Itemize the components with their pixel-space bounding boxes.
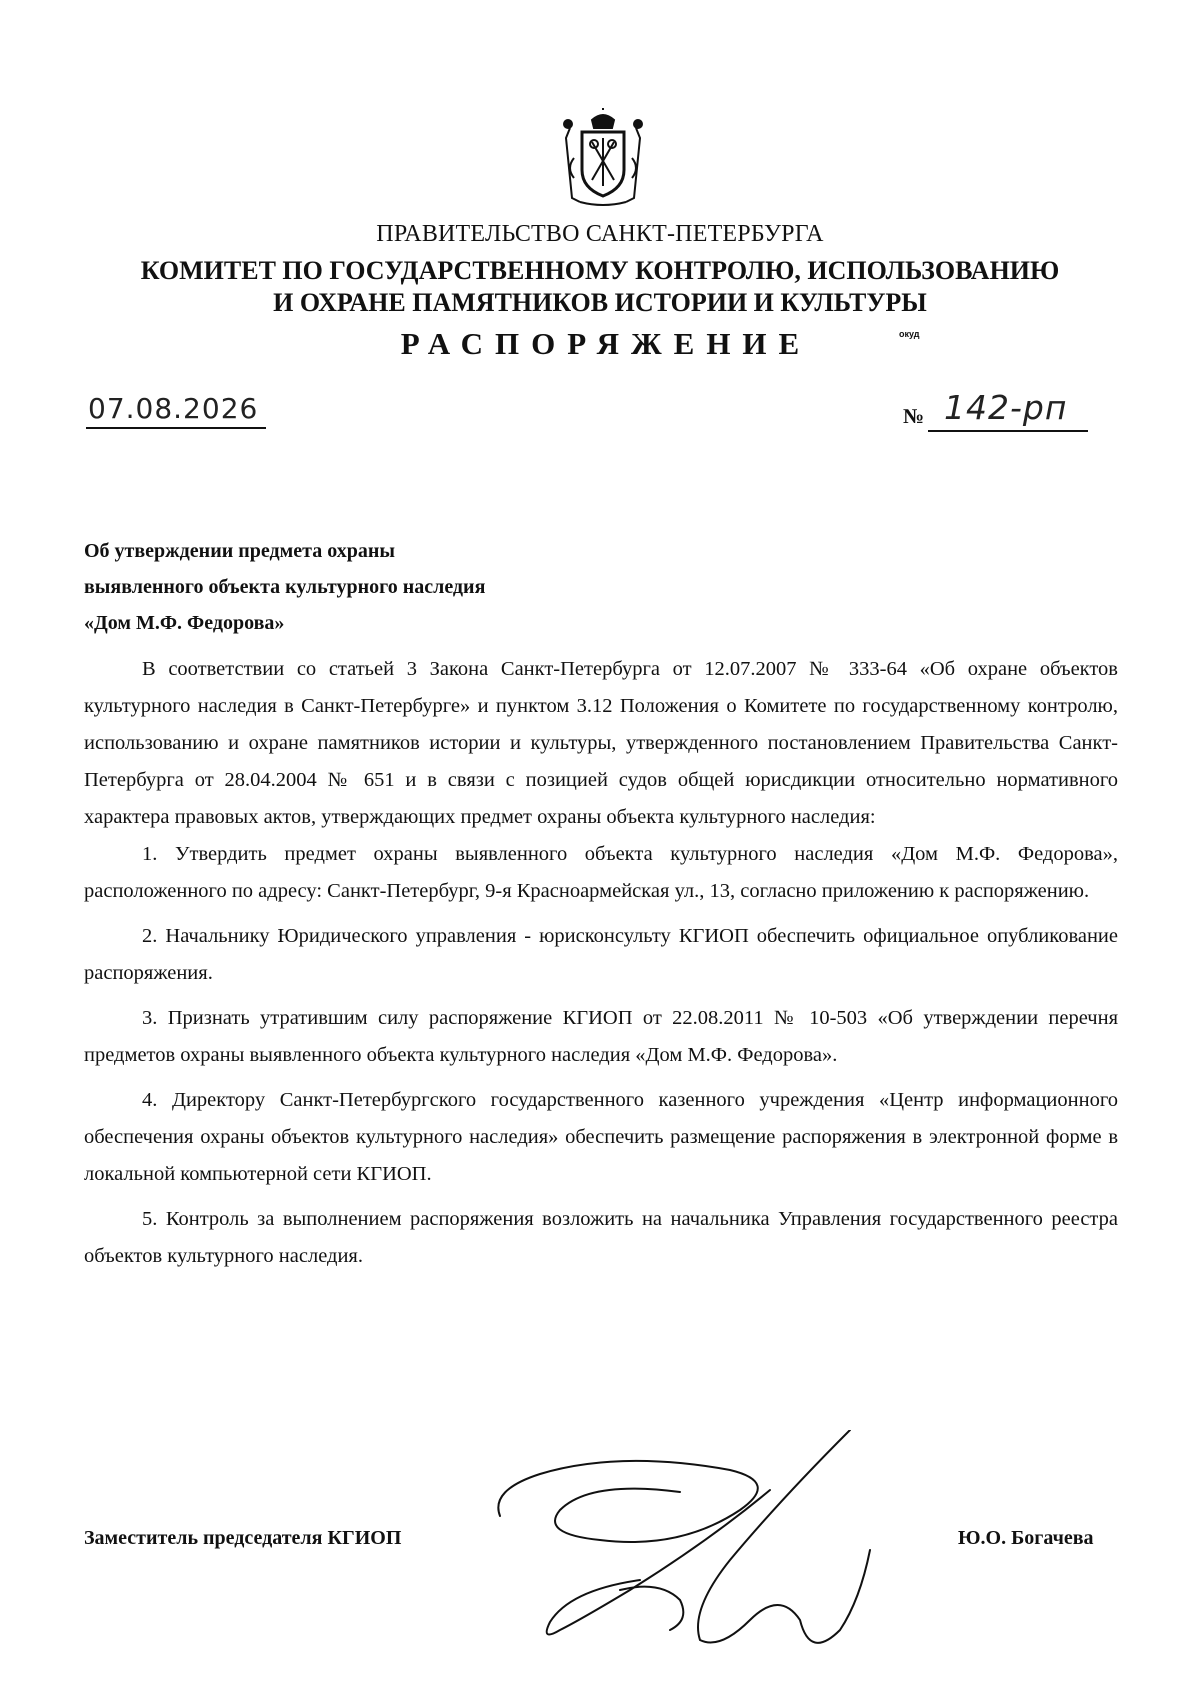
signatory-name: Ю.О. Богачева bbox=[958, 1527, 1094, 1549]
committee-name bbox=[0, 255, 1200, 319]
order-item-2: 2. Начальнику Юридического управления - юрисконсульту КГИОП обеспечить официальное опубликование распоряжения. bbox=[84, 925, 1118, 984]
document-subject bbox=[84, 533, 485, 641]
subject-line2: выявленного объекта культурного наследия bbox=[84, 576, 486, 598]
order-item-1: 1. Утвердить предмет охраны выявленного объекта культурного наследия «Дом М.Ф. Федорова», расположенного по адресу: Санкт-Петербург, 9-я Красноармейская ул., 13, согласно приложению к распоряжению. bbox=[84, 843, 1118, 902]
committee-name-line1: КОМИТЕТ ПО ГОСУДАРСТВЕННОМУ КОНТРОЛЮ, ИСПОЛЬЗОВАНИЮ bbox=[140, 256, 1060, 285]
coat-of-arms-icon bbox=[560, 108, 646, 208]
okud-label: окуд bbox=[899, 329, 920, 339]
subject-line3: «Дом М.Ф. Федорова» bbox=[84, 612, 285, 634]
signatory-title: Заместитель председателя КГИОП bbox=[84, 1527, 402, 1549]
date-underline bbox=[86, 427, 266, 429]
committee-name-line2: И ОХРАНЕ ПАМЯТНИКОВ ИСТОРИИ И КУЛЬТУРЫ bbox=[273, 288, 927, 317]
order-item-3: 3. Признать утратившим силу распоряжение КГИОП от 22.08.2011 № 10-503 «Об утверждении перечня предметов охраны выявленного объекта культурного наследия «Дом М.Ф. Федорова». bbox=[84, 1007, 1118, 1066]
document-body bbox=[84, 651, 1118, 1275]
number-sign: № bbox=[903, 404, 925, 428]
preamble-paragraph: В соответствии со статьей 3 Закона Санкт-Петербурга от 12.07.2007 № 333-64 «Об охране объектов культурного наследия в Санкт-Петербурге» и пунктом 3.12 Положения о Комитете по государственному контролю, использованию и охране памятников истории и культуры, утвержденного постановлением Правительства Санкт-Петербурга от 28.04.2004 № 651 и в связи с позицией судов общей юрисдикции относительно нормативного характера правовых актов, утверждающих предмет охраны объекта культурного наследия: bbox=[84, 658, 1118, 828]
document-number: 142-рп bbox=[944, 388, 1068, 427]
order-item-5: 5. Контроль за выполнением распоряжения возложить на начальника Управления государственного реестра объектов культурного наследия. bbox=[84, 1208, 1118, 1267]
document-date: 07.08.2026 bbox=[88, 392, 259, 425]
order-item-4: 4. Директору Санкт-Петербургского государственного казенного учреждения «Центр информационного обеспечения охраны объектов культурного наследия» обеспечить размещение распоряжения в электронной форме в локальной компьютерной сети КГИОП. bbox=[84, 1089, 1118, 1185]
government-name: ПРАВИТЕЛЬСТВО САНКТ-ПЕТЕРБУРГА bbox=[376, 221, 824, 247]
number-underline bbox=[928, 430, 1088, 432]
subject-line1: Об утверждении предмета охраны bbox=[84, 540, 395, 562]
document-type: РАСПОРЯЖЕНИЕ bbox=[400, 326, 812, 361]
handwritten-signature bbox=[480, 1430, 920, 1670]
